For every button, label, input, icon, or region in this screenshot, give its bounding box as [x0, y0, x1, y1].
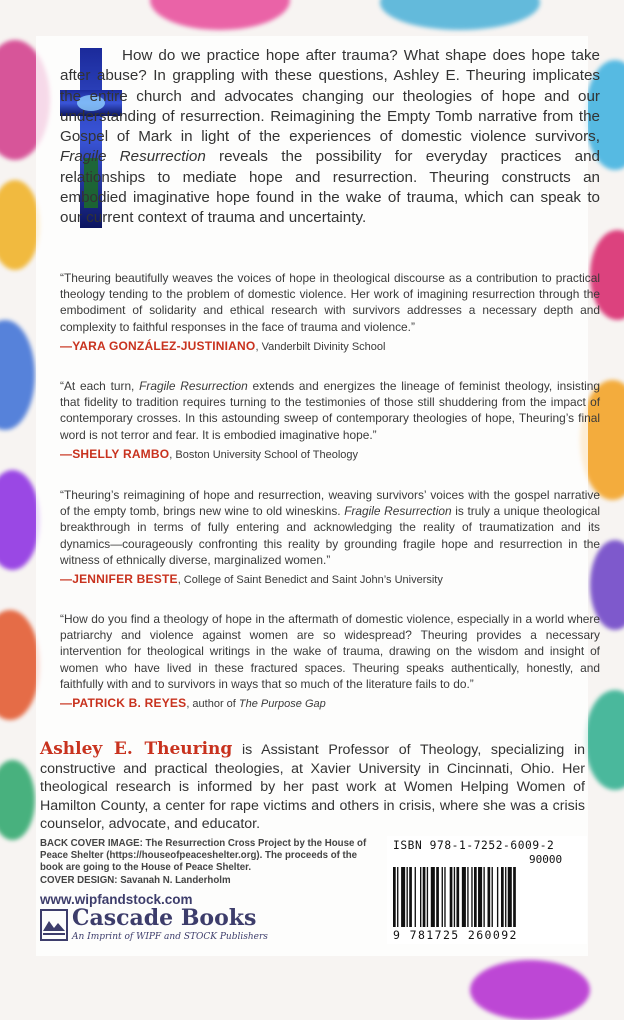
- barcode-bar: [431, 867, 435, 927]
- barcode-bar: [492, 867, 493, 927]
- price-code: 90000: [529, 853, 563, 866]
- endorsement-quote: “How do you find a theology of hope in the aftermath of domestic violence, especially in a world where patriarchy and violence against women are so widespread? Theuring provides a necessary intervention for theological writings in the wake of trauma, drawing on the wisdom and insight of women who have lived in these fractured spaces. Theuring speaks authentically, honestly, and faithfully with and to survivors in ways that so much of the literature fails to do.” —PATRICK B. REYES, author of The Purpose Gap: [60, 612, 600, 711]
- barcode-bar: [450, 867, 453, 927]
- barcode-bar: [454, 867, 455, 927]
- barcode-bar: [423, 867, 426, 927]
- barcode-bar: [409, 867, 412, 927]
- barcode-bar: [478, 867, 482, 927]
- barcode-bar: [436, 867, 439, 927]
- barcode-bar: [488, 867, 491, 927]
- endorsement-quote: “Theuring beautifully weaves the voices of hope in theological discourse as a contribution to practical theology tending to the problem of domestic violence. Her work of imagining resurrection through the embodiment of solidarity and ethical research with survivors addresses a necessary depth and complexity to faithful responses in the face of trauma and violence.” —YARA GONZÁLEZ-JUSTINIANO, Vanderbilt Divinity School: [60, 271, 600, 353]
- barcode-bar: [505, 867, 506, 927]
- publisher-website: www.wipfandstock.com: [40, 892, 193, 907]
- barcode-bar: [456, 867, 459, 927]
- barcode-bar: [471, 867, 472, 927]
- barcode-bar: [444, 867, 445, 927]
- barcode-bar: [401, 867, 405, 927]
- barcode-bar: [427, 867, 428, 927]
- publisher-name: Cascade Books: [72, 905, 257, 931]
- book-description: How do we practice hope after trauma? What shape does hope take after abuse? In grappling with these questions, Ashley E. Theuring implicates the entire church and advocates changing our theologies of hope and our understanding of resurrection. Reimagining the Empty Tomb narrative from the Gospel of Mark in light of the experiences of domestic violence survivors, Fragile Resurrection reveals the possibility for everyday practices and relationships to mediate hope and resurrection. Theuring constructs an embodied imaginative hope found in the wake of trauma, which can speak to our current context of trauma and uncertainty.: [60, 47, 600, 227]
- barcode-bar: [513, 867, 516, 927]
- isbn-barcode: [387, 836, 587, 944]
- barcode-bars: [393, 867, 581, 927]
- barcode-bar: [393, 867, 396, 927]
- cover-credits: BACK COVER IMAGE: The Resurrection Cross Project by the House of Peace Shelter (https://houseofpeaceshelter.org). The proceeds of the book are going to the House of Peace Shelter. COVER DESIGN: Savanah N. Landerholm: [40, 838, 367, 886]
- barcode-bar: [483, 867, 484, 927]
- barcode-bar: [501, 867, 504, 927]
- ean-digits: 9 781725 260092: [393, 928, 518, 942]
- publisher-logo-icon: [40, 909, 68, 941]
- endorsement-quote: “Theuring’s reimagining of hope and resurrection, weaving survivors’ voices with the gospel narrative of the empty tomb, brings new wine to old wineskins. Fragile Resurrection is truly a unique theological breakthrough in terms of fully entering and acknowledging the reality of traumatization and its dynamics—courageously confronting this reality by grounding fragile hope and resurrection in the witness of ethnically diverse, marginalized women.” —JENNIFER BESTE, College of Saint Benedict and Saint John’s University: [60, 488, 600, 587]
- barcode-bar: [467, 867, 468, 927]
- barcode-bar: [442, 867, 443, 927]
- publisher-logo-block: [40, 905, 270, 945]
- barcode-bar: [420, 867, 421, 927]
- barcode-bar: [415, 867, 416, 927]
- barcode-bar: [508, 867, 512, 927]
- endorsement-quote: “At each turn, Fragile Resurrection extends and energizes the lineage of feminist theology, insisting that fidelity to tradition requires turning to the testimonies of those still shuddering from the impact of contemporary crosses. In this astounding sweep of contemporary theologies of hope, Theuring’s final word is not terror and fear. It is embodied imaginative hope.” —SHELLY RAMBO, Boston University School of Theology: [60, 379, 600, 461]
- barcode-bar: [407, 867, 408, 927]
- barcode-bar: [397, 867, 398, 927]
- barcode-bar: [474, 867, 477, 927]
- author-bio: Ashley E. Theuring is Assistant Professor of Theology, specializing in constructive and practical theologies, at Xavier University in Cincinnati, Ohio. Her theological research is informed by her past work at Women Helping Women of Hamilton County, a center for rape victims and others in crisis, where she was a crisis counselor, advocate, and educator.: [40, 739, 585, 833]
- publisher-subtitle: An Imprint of WIPF and STOCK Publishers: [72, 932, 268, 942]
- barcode-bar: [497, 867, 498, 927]
- barcode-bar: [462, 867, 466, 927]
- isbn-label: ISBN 978-1-7252-6009-2: [393, 839, 555, 852]
